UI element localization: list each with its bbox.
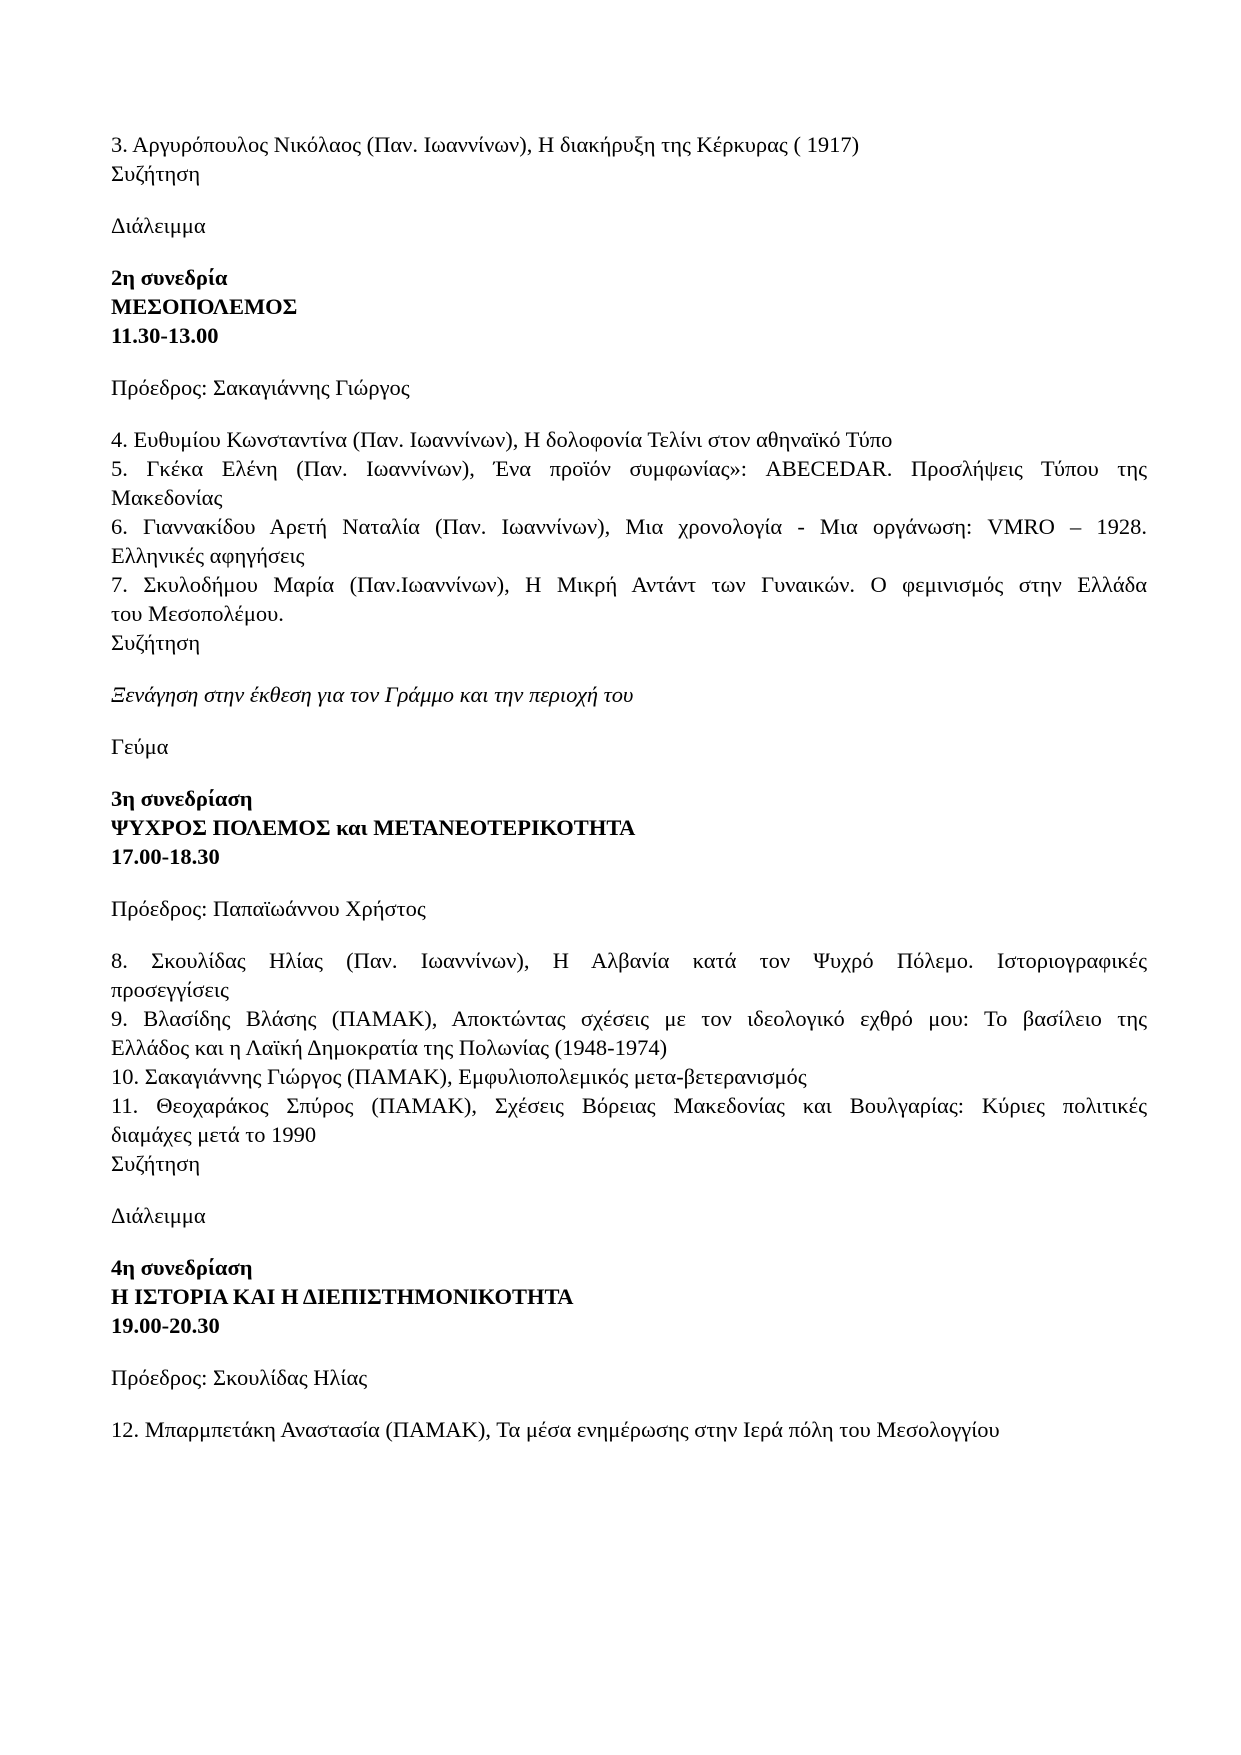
paper-item-7-line-2: του Μεσοπολέμου. [111, 601, 284, 626]
session-4-chair: Πρόεδρος: Σκουλίδας Ηλίας [111, 1365, 368, 1390]
paper-item-9-line-2: Ελλάδος και η Λαϊκή Δημοκρατία της Πολωνίας (1948-1974) [111, 1035, 668, 1060]
discussion-label: Συζήτηση [111, 630, 201, 655]
session-2-theme: ΜΕΣΟΠΟΛΕΜΟΣ [111, 294, 298, 319]
session-4-heading: 4η συνεδρίαση [111, 1255, 253, 1280]
session-4-theme: Η ΙΣΤΟΡΙΑ ΚΑΙ Η ΔΙΕΠΙΣΤΗΜΟΝΙΚΟΤΗΤΑ [111, 1284, 574, 1309]
break-label: Διάλειμμα [111, 213, 206, 238]
paper-item-11-line-2: διαμάχες μετά το 1990 [111, 1122, 317, 1147]
exhibition-tour: Ξενάγηση στην έκθεση για τον Γράμμο και την περιοχή του [111, 682, 634, 707]
session-3-heading: 3η συνεδρίαση [111, 786, 253, 811]
paper-item-11-line-1: 11. Θεοχαράκος Σπύρος (ΠΑΜΑΚ), Σχέσεις Βόρειας Μακεδονίας και Βουλγαρίας: Κύριες πολιτικές [111, 1093, 1147, 1118]
paper-item-9-line-1: 9. Βλασίδης Βλάσης (ΠΑΜΑΚ), Αποκτώντας σχέσεις με τον ιδεολογικό εχθρό μου: Το βασίλειο της [111, 1006, 1147, 1031]
discussion-label: Συζήτηση [111, 1151, 201, 1176]
paper-item-8-line-1: 8. Σκουλίδας Ηλίας (Παν. Ιωαννίνων), Η Αλβανία κατά τον Ψυχρό Πόλεμο. Ιστοριογραφικές [111, 948, 1147, 973]
paper-item-12: 12. Μπαρμπετάκη Αναστασία (ΠΑΜΑΚ), Τα μέσα ενημέρωσης στην Ιερά πόλη του Μεσολογγίου [111, 1417, 1000, 1442]
session-3-theme: ΨΥΧΡΟΣ ΠΟΛΕΜΟΣ και ΜΕΤΑΝΕΟΤΕΡΙΚΟΤΗΤΑ [111, 815, 636, 840]
session-2-heading: 2η συνεδρία [111, 265, 228, 290]
session-4-time: 19.00-20.30 [111, 1313, 220, 1338]
paper-item-8-line-2: προσεγγίσεις [111, 977, 229, 1002]
paper-item-6-line-1: 6. Γιαννακίδου Αρετή Ναταλία (Παν. Ιωαννίνων), Μια χρονολογία - Μια οργάνωση: VMRO – 1928. [111, 514, 1147, 539]
paper-item-5-line-2: Μακεδονίας [111, 485, 223, 510]
paper-item-3: 3. Αργυρόπουλος Νικόλαος (Παν. Ιωαννίνων), Η διακήρυξη της Κέρκυρας ( 1917) [111, 132, 860, 157]
session-3-time: 17.00-18.30 [111, 844, 220, 869]
program-content [111, 130, 1147, 1444]
session-2-time: 11.30-13.00 [111, 323, 219, 348]
session-3-chair: Πρόεδρος: Παπαϊωάννου Χρήστος [111, 896, 426, 921]
lunch-label: Γεύμα [111, 734, 169, 759]
paper-item-5-line-1: 5. Γκέκα Ελένη (Παν. Ιωαννίνων), Ένα προϊόν συμφωνίας»: ABECEDAR. Προσλήψεις Τύπου της [111, 456, 1147, 481]
paper-item-4: 4. Ευθυμίου Κωνσταντίνα (Παν. Ιωαννίνων), Η δολοφονία Τελίνι στον αθηναϊκό Τύπο [111, 427, 893, 452]
break-label: Διάλειμμα [111, 1203, 206, 1228]
paper-item-10: 10. Σακαγιάννης Γιώργος (ΠΑΜΑΚ), Εμφυλιοπολεμικός μετα-βετερανισμός [111, 1064, 807, 1089]
discussion-label: Συζήτηση [111, 161, 201, 186]
paper-item-6-line-2: Ελληνικές αφηγήσεις [111, 543, 305, 568]
paper-item-7-line-1: 7. Σκυλοδήμου Μαρία (Παν.Ιωαννίνων), Η Μικρή Αντάντ των Γυναικών. Ο φεμινισμός στην Ελλάδα [111, 572, 1147, 597]
session-2-chair: Πρόεδρος: Σακαγιάννης Γιώργος [111, 375, 410, 400]
